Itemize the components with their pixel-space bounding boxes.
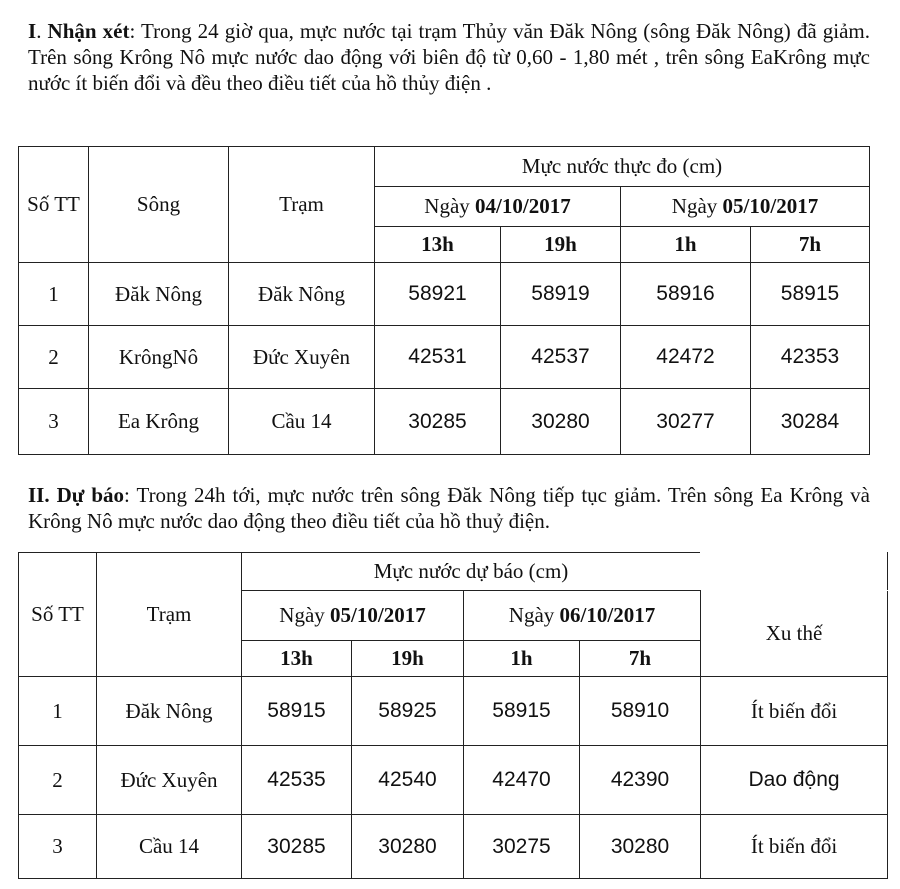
forecast-water-level-table [18,552,888,879]
table-row [19,677,888,746]
cell-value: 42470 [464,746,580,815]
cell-tram: Đức Xuyên [97,746,242,815]
cell-stt: 2 [19,326,89,389]
header-day-2 [621,187,870,227]
cell-value: 58910 [580,677,701,746]
observed-water-level-table [18,146,870,455]
cell-trend: Dao động [701,746,888,815]
header-forecast-group: Mực nước dự báo (cm) [242,553,701,591]
cell-stt: 3 [19,815,97,879]
table-row [19,389,870,455]
cell-tram: Cầu 14 [97,815,242,879]
header-hour-1h: 1h [621,227,751,263]
cell-stt: 1 [19,263,89,326]
cell-tram: Đăk Nông [97,677,242,746]
header-observed-group: Mực nước thực đo (cm) [375,147,870,187]
header-tram: Trạm [229,147,375,263]
cell-stt: 2 [19,746,97,815]
day-1-prefix: Ngày [279,603,331,627]
cell-value: 58915 [464,677,580,746]
cell-value: 42531 [375,326,501,389]
cell-value: 30275 [464,815,580,879]
section-2-paragraph [28,482,870,534]
table-row [19,746,888,815]
cell-stt: 1 [19,677,97,746]
header-hour-7h: 7h [751,227,870,263]
day-1-date: 05/10/2017 [330,603,426,627]
header-stt: Số TT [19,147,89,263]
section-1-separator: . [36,19,48,43]
header-tram: Trạm [97,553,242,677]
header-trend: Xu thế [701,591,888,677]
header-day-2 [464,591,701,641]
cell-value: 30280 [501,389,621,455]
header-hour-19h: 19h [501,227,621,263]
section-2-heading: II. Dự báo [28,483,125,507]
cell-value: 30285 [375,389,501,455]
header-day-1 [242,591,464,641]
header-blank [701,553,888,591]
section-1-number: I [28,19,37,43]
cell-song: Ea Krông [89,389,229,455]
cell-trend: Ít biến đổi [701,815,888,879]
cell-song: Đăk Nông [89,263,229,326]
cell-value: 30284 [751,389,870,455]
section-1-text: : Trong 24 giờ qua, mực nước tại trạm Thủy văn Đăk Nông (sông Đăk Nông) đã giảm. Trên sông Krông Nô mực nước dao động với biên độ từ 0,60 - 1,80 mét , trên sông EaKrông mực nước ít biến đổi và đều theo điều tiết của hồ thủy điện . [28,19,870,95]
cell-value: 30277 [621,389,751,455]
table-2-header-row-1 [19,553,888,591]
day-1-date: 04/10/2017 [475,194,571,218]
section-1-paragraph [28,18,870,96]
header-song: Sông [89,147,229,263]
cell-value: 30280 [580,815,701,879]
cell-value: 42540 [352,746,464,815]
cell-value: 58915 [242,677,352,746]
cell-song: KrôngNô [89,326,229,389]
table-row [19,326,870,389]
cell-value: 42390 [580,746,701,815]
cell-tram: Cầu 14 [229,389,375,455]
table-row [19,815,888,879]
table-1-header-row-1 [19,147,870,187]
day-2-prefix: Ngày [508,603,560,627]
cell-value: 58921 [375,263,501,326]
header-day-1 [375,187,621,227]
day-2-date: 05/10/2017 [722,194,819,218]
cell-value: 58919 [501,263,621,326]
cell-tram: Đức Xuyên [229,326,375,389]
section-1-heading: Nhận xét [47,19,130,43]
day-1-prefix: Ngày [424,194,476,218]
header-stt: Số TT [19,553,97,677]
cell-trend: Ít biến đổi [701,677,888,746]
cell-value: 30285 [242,815,352,879]
cell-stt: 3 [19,389,89,455]
cell-value: 42353 [751,326,870,389]
header-hour-13h: 13h [242,641,352,677]
cell-value: 58925 [352,677,464,746]
header-hour-13h: 13h [375,227,501,263]
cell-value: 42537 [501,326,621,389]
day-2-date: 06/10/2017 [559,603,656,627]
section-2-text: : Trong 24h tới, mực nước trên sông Đăk Nông tiếp tục giảm. Trên sông Ea Krông và Krông Nô mực nước dao động theo điều tiết của hồ thuỷ điện. [28,483,870,533]
header-hour-7h: 7h [580,641,701,677]
table-row [19,263,870,326]
cell-value: 58915 [751,263,870,326]
header-hour-19h: 19h [352,641,464,677]
cell-value: 58916 [621,263,751,326]
cell-tram: Đăk Nông [229,263,375,326]
cell-value: 42472 [621,326,751,389]
day-2-prefix: Ngày [671,194,723,218]
header-hour-1h: 1h [464,641,580,677]
cell-value: 30280 [352,815,464,879]
cell-value: 42535 [242,746,352,815]
